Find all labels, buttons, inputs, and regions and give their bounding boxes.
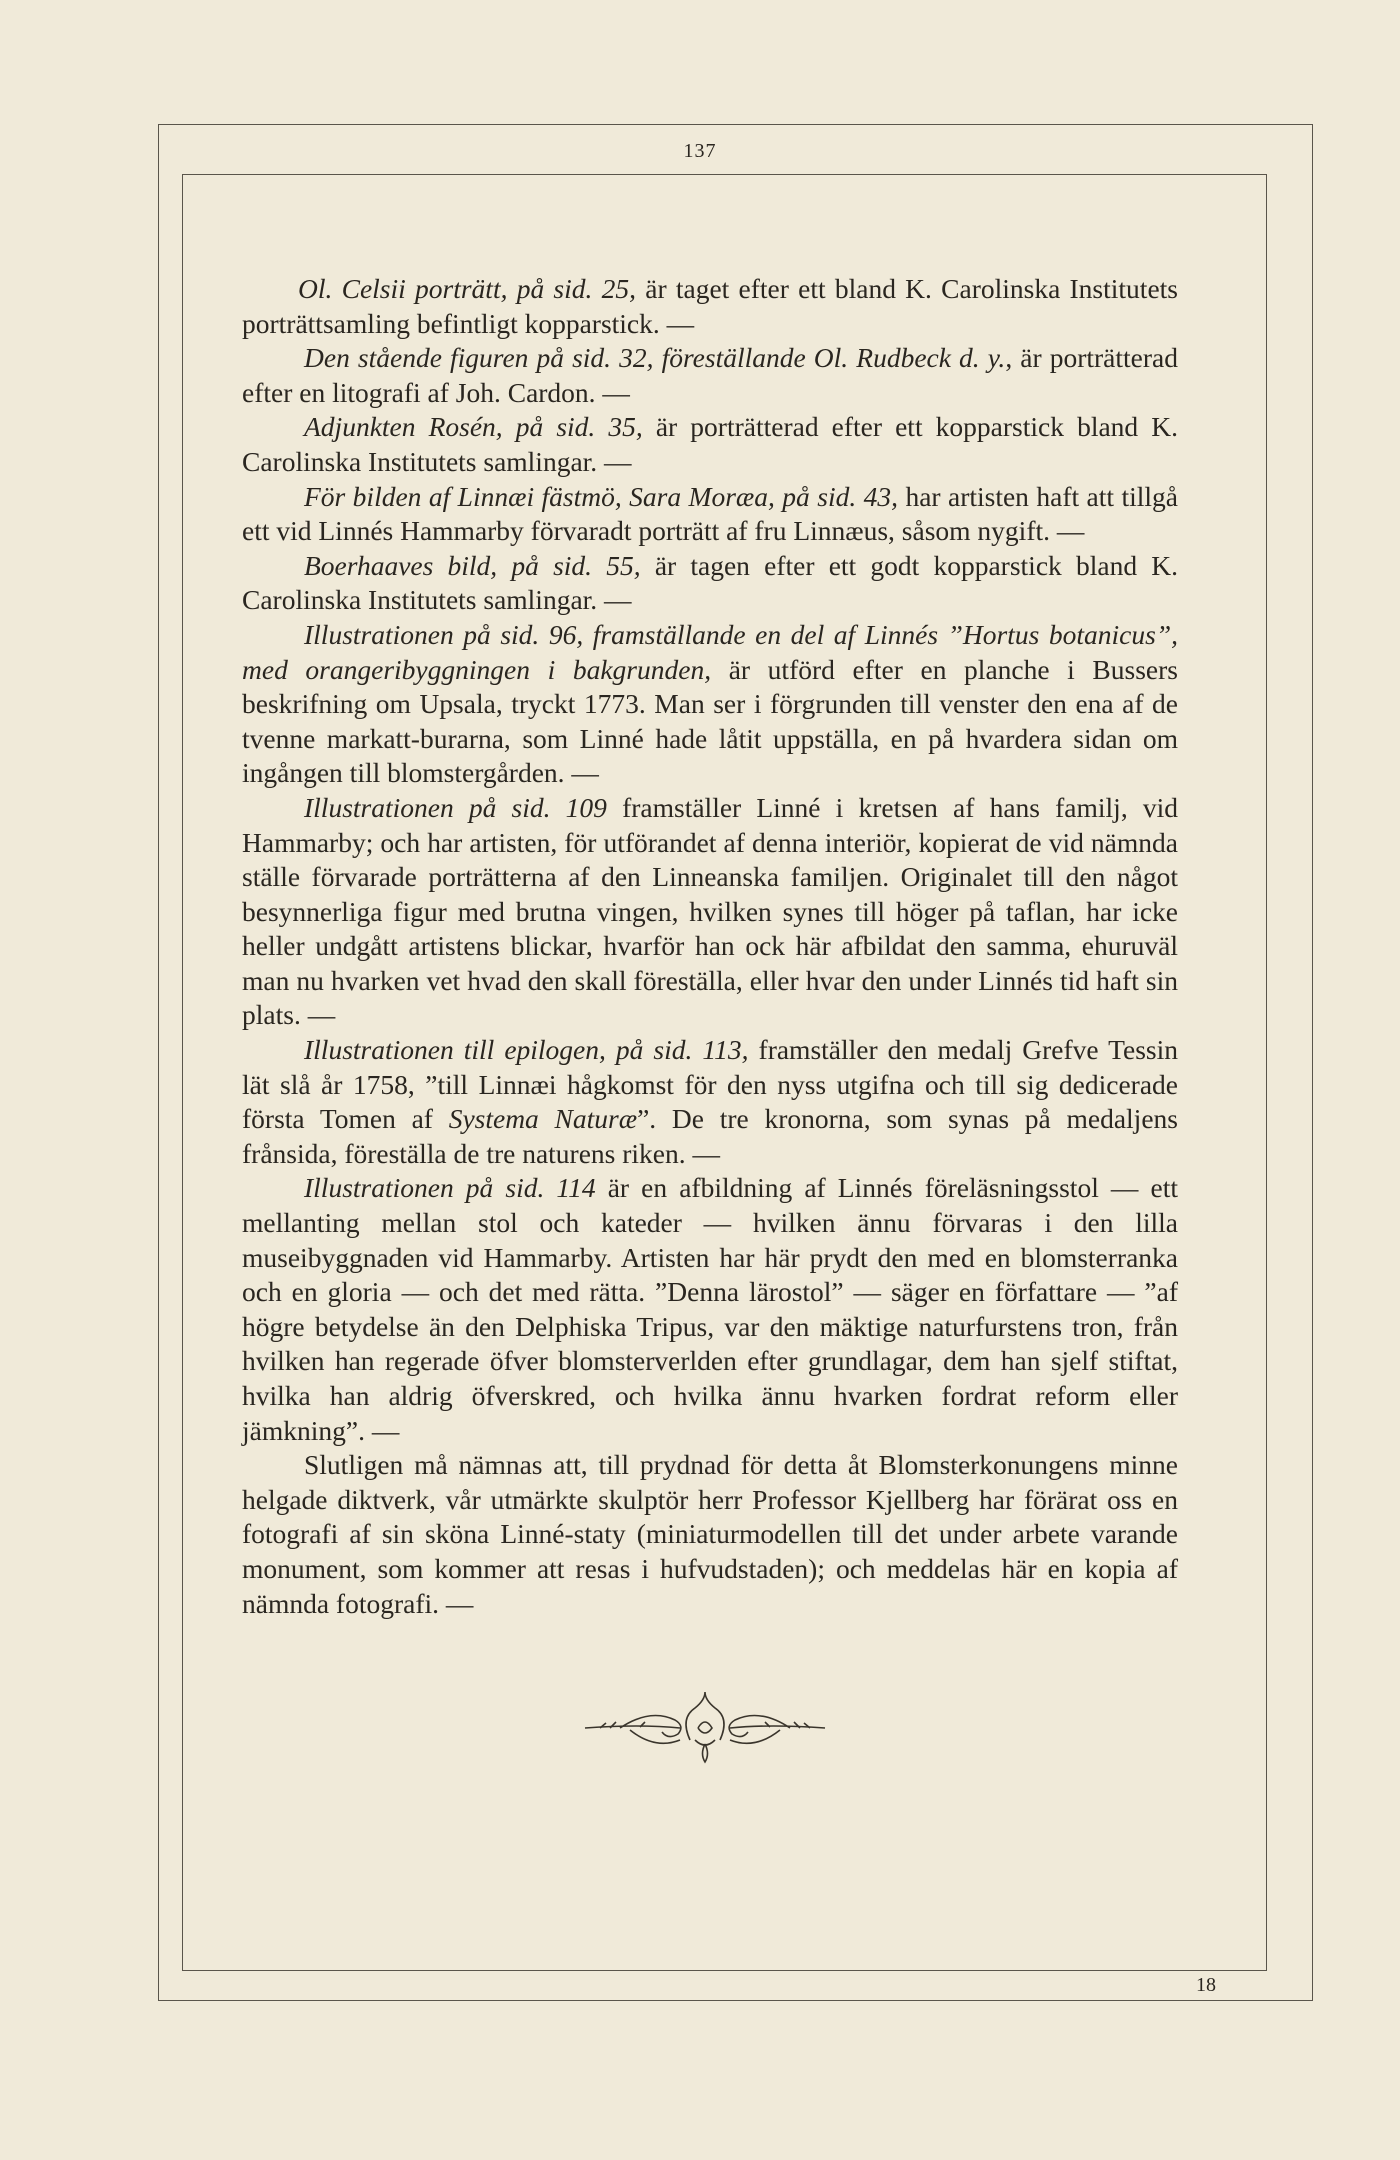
body-text: är tagen efter ett godt kopparstick bland K. Carolinska Institutets samlingar. — [242,549,1179,616]
paragraph-hortus [242,618,1178,791]
italic-reference: Ol. Celsii porträtt, på sid. 25, [298,273,637,304]
paragraph-staty [242,1448,1178,1621]
tailpiece-ornament-icon [580,1688,830,1768]
italic-reference: Illustrationen till epilogen, på sid. 113, [304,1034,749,1066]
paragraph-rosen [242,410,1178,479]
signature-mark: 18 [1196,1974,1216,1996]
body-text: är en afbildning af Linnés föreläsningsstol — ett mellanting mellan stol och kateder — hvilken ännu förvaras i den lilla museibyggnaden vid Hammarby. Artisten har här prydt den med en blomsterranka och en gloria — och det med rätta. ”Denna lärostol” — säger en författare — ”af högre betydelse än den Delphiska Tripus, var den mäktige naturfurstens tron, från hvilken han regerade öfver blomsterverlden efter grundlagar, dem han sjelf stiftat, hvilka han aldrig öfverskred, och hvilka ännu hvarken fordrat reform eller jämkning”. — [242,1172,1178,1446]
text-body [242,272,1178,1621]
page-number: 137 [683,140,717,162]
italic-reference: Den stående figuren på sid. 32, föreställande Ol. Rudbeck d. y. [304,342,1006,374]
body-text: framställer den medalj Grefve Tessin lät slå år 1758, ”till Linnæi hågkomst för den nyss utgifna och till sig dedicerade första Tomen af [242,1034,1178,1135]
body-text: är taget efter ett bland K. Carolinska Institutets porträttsamling befintligt kopparstick. — [242,273,1178,339]
italic-reference: Illustrationen på sid. 114 [304,1172,596,1204]
italic-reference: Boerhaaves bild, på sid. 55, [304,549,641,581]
paragraph-medalj [242,1033,1178,1171]
body-text: Slutligen må nämnas att, till prydnad för detta åt Blomsterkonungens minne helgade diktverk, vår utmärkte skulptör herr Professor Kjellberg har förärat oss en fotografi af sin sköna Linné-staty (miniaturmodellen till det under arbete varande monument, som kommer att resas i hufvudstaden); och meddelas här en kopia af nämnda fotografi. — [242,1449,1178,1619]
italic-reference: Illustrationen på sid. 96, framställande en del af Linnés ”Hortus botanicus”, med orangeribyggningen i bakgrunden, [242,618,1178,685]
paragraph-boerhaave [242,549,1178,618]
body-text: ”. De tre kronorna, som synas på medaljens frånsida, föreställa de tre naturens riken. — [242,1103,1178,1169]
paragraph-celsius [242,272,1178,341]
body-text: är porträtterad efter ett kopparstick bland K. Carolinska Institutets samlingar. — [242,411,1178,477]
paragraph-moraea [242,480,1178,549]
body-text: har artisten haft att tillgå ett vid Linnés Hammarby förvaradt porträtt af fru Linnæus, såsom nygift. — [242,480,1178,547]
italic-reference: För bilden af Linnæi fästmö, Sara Moræa, på sid. 43, [304,480,899,512]
paragraph-rudbeck [242,341,1178,410]
italic-reference: Adjunkten Rosén, på sid. 35, [304,411,643,443]
body-text: är utförd efter en planche i Bussers beskrifning om Upsala, tryckt 1773. Man ser i förgrunden till venster den ena af de tvenne markatt-burarna, som Linné hade låtit uppställa, en på hvardera sidan om ingången till blomstergården. — [242,653,1178,789]
italic-reference: Illustrationen på sid. 109 [304,791,607,823]
italic-reference: Systema Naturæ [448,1103,638,1135]
body-text: , är porträtterad efter en litografi af Joh. Cardon. — [242,342,1178,408]
paragraph-familj [242,791,1178,1033]
paragraph-lärostol [242,1171,1178,1448]
body-text: framställer Linné i kretsen af hans familj, vid Hammarby; och har artisten, för utförandet af denna interiör, kopierat de vid nämnda ställe förvarade porträtterna af den Linneanska familjen. Originalet till den något besynnerliga figur med brutna vingen, hvilken synes till höger på taflan, har icke heller undgått artistens blickar, hvarför han ock här afbildat den samma, ehuruväl man nu hvarken vet hvad den skall föreställa, eller hvar den under Linnés tid haft sin plats. — [242,791,1179,1031]
